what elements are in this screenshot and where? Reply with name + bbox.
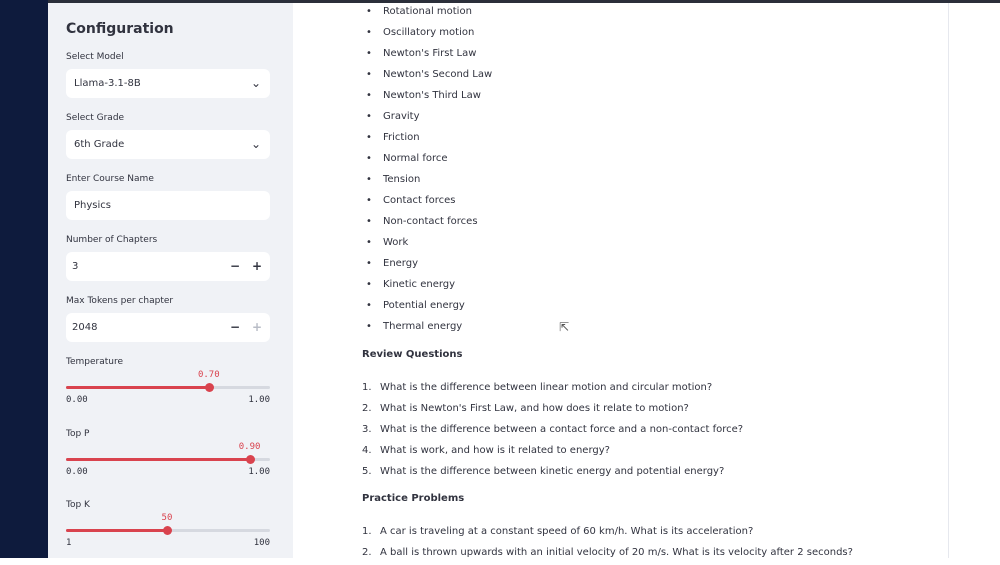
list-item: • Gravity xyxy=(361,108,492,129)
item-number: 4. xyxy=(362,445,372,456)
item-text: What is the difference between a contact force and a non-contact force? xyxy=(380,424,744,435)
practice-heading: Practice Problems xyxy=(362,493,465,504)
list-item: • Work xyxy=(361,234,492,255)
slider-thumb[interactable] xyxy=(163,526,172,535)
grade-label: Select Grade xyxy=(66,113,125,123)
review-questions-list xyxy=(362,379,743,484)
list-item xyxy=(362,400,743,421)
item-text: A ball is thrown upwards with an initial velocity of 20 m/s. What is its velocity after 2 seconds? xyxy=(380,547,853,558)
list-item: • Newton's First Law xyxy=(361,45,492,66)
list-item: • Normal force xyxy=(361,150,492,171)
list-item: • Friction xyxy=(361,129,492,150)
slider-fill xyxy=(66,386,209,389)
top-p-slider[interactable] xyxy=(66,442,270,482)
topics-list xyxy=(361,3,492,339)
chapters-increment-button[interactable]: + xyxy=(251,259,262,273)
chapters-decrement-button[interactable]: − xyxy=(229,259,240,273)
item-text: A car is traveling at a constant speed of 60 km/h. What is its acceleration? xyxy=(380,526,754,537)
top-p-label: Top P xyxy=(66,429,90,439)
list-item xyxy=(362,379,743,400)
slider-max: 100 xyxy=(253,538,270,548)
model-value: Llama-3.1-8B xyxy=(74,78,141,89)
list-item: • Thermal energy xyxy=(361,318,492,339)
max-tokens-value: 2048 xyxy=(72,322,98,333)
item-text: What is Newton's First Law, and how does it relate to motion? xyxy=(380,403,689,414)
temperature-slider[interactable] xyxy=(66,370,270,410)
grade-select[interactable] xyxy=(66,130,270,159)
list-item xyxy=(362,463,743,484)
list-item: • Kinetic energy xyxy=(361,276,492,297)
item-number: 2. xyxy=(362,547,372,558)
max-tokens-increment-button[interactable]: + xyxy=(251,320,262,334)
max-tokens-decrement-button[interactable]: − xyxy=(229,320,240,334)
chevron-down-icon[interactable]: ⌄ xyxy=(250,76,261,90)
top-k-slider[interactable] xyxy=(66,513,270,553)
slider-fill xyxy=(66,529,167,532)
list-item: • Oscillatory motion xyxy=(361,24,492,45)
course-input[interactable] xyxy=(66,191,270,220)
item-text: What is the difference between kinetic energy and potential energy? xyxy=(380,466,725,477)
list-item xyxy=(362,442,743,463)
top-k-label: Top K xyxy=(66,500,90,510)
list-item: • Non-contact forces xyxy=(361,213,492,234)
model-label: Select Model xyxy=(66,52,124,62)
item-text: What is work, and how is it related to energy? xyxy=(380,445,610,456)
item-number: 3. xyxy=(362,424,372,435)
slider-max: 1.00 xyxy=(248,467,270,477)
chapters-value: 3 xyxy=(72,261,79,272)
list-item: • Newton's Second Law xyxy=(361,66,492,87)
list-item: • Rotational motion xyxy=(361,3,492,24)
slider-min: 0.00 xyxy=(66,467,88,477)
chapters-stepper[interactable] xyxy=(66,252,270,281)
item-number: 1. xyxy=(362,526,372,537)
practice-problems-list xyxy=(362,523,853,565)
list-item xyxy=(362,544,853,565)
slider-min: 0.00 xyxy=(66,395,88,405)
item-number: 1. xyxy=(362,382,372,393)
main-content xyxy=(293,3,948,558)
max-tokens-label: Max Tokens per chapter xyxy=(66,296,174,306)
slider-current-value: 50 xyxy=(161,513,173,523)
list-item: • Newton's Third Law xyxy=(361,87,492,108)
chapters-label: Number of Chapters xyxy=(66,235,158,245)
item-number: 2. xyxy=(362,403,372,414)
sidebar-title: Configuration xyxy=(66,21,174,37)
list-item: • Contact forces xyxy=(361,192,492,213)
max-tokens-stepper[interactable] xyxy=(66,313,270,342)
list-item xyxy=(362,523,853,544)
course-label: Enter Course Name xyxy=(66,174,154,184)
list-item: • Tension xyxy=(361,171,492,192)
course-value: Physics xyxy=(74,200,111,211)
item-number: 5. xyxy=(362,466,372,477)
mouse-pointer-icon: ⇱ xyxy=(559,320,570,334)
slider-thumb[interactable] xyxy=(205,383,214,392)
list-item xyxy=(362,421,743,442)
review-heading: Review Questions xyxy=(362,349,463,360)
list-item: • Energy xyxy=(361,255,492,276)
temperature-label: Temperature xyxy=(66,357,124,367)
model-select[interactable] xyxy=(66,69,270,98)
item-text: What is the difference between linear motion and circular motion? xyxy=(380,382,713,393)
list-item: • Potential energy xyxy=(361,297,492,318)
app-edge xyxy=(0,0,48,558)
content-border xyxy=(948,3,949,558)
slider-current-value: 0.90 xyxy=(238,442,261,452)
slider-min: 1 xyxy=(66,538,72,548)
slider-current-value: 0.70 xyxy=(197,370,220,380)
slider-max: 1.00 xyxy=(248,395,270,405)
slider-thumb[interactable] xyxy=(246,455,255,464)
grade-value: 6th Grade xyxy=(74,139,125,150)
slider-fill xyxy=(66,458,250,461)
sidebar xyxy=(48,3,293,558)
chevron-down-icon[interactable]: ⌄ xyxy=(250,137,261,151)
